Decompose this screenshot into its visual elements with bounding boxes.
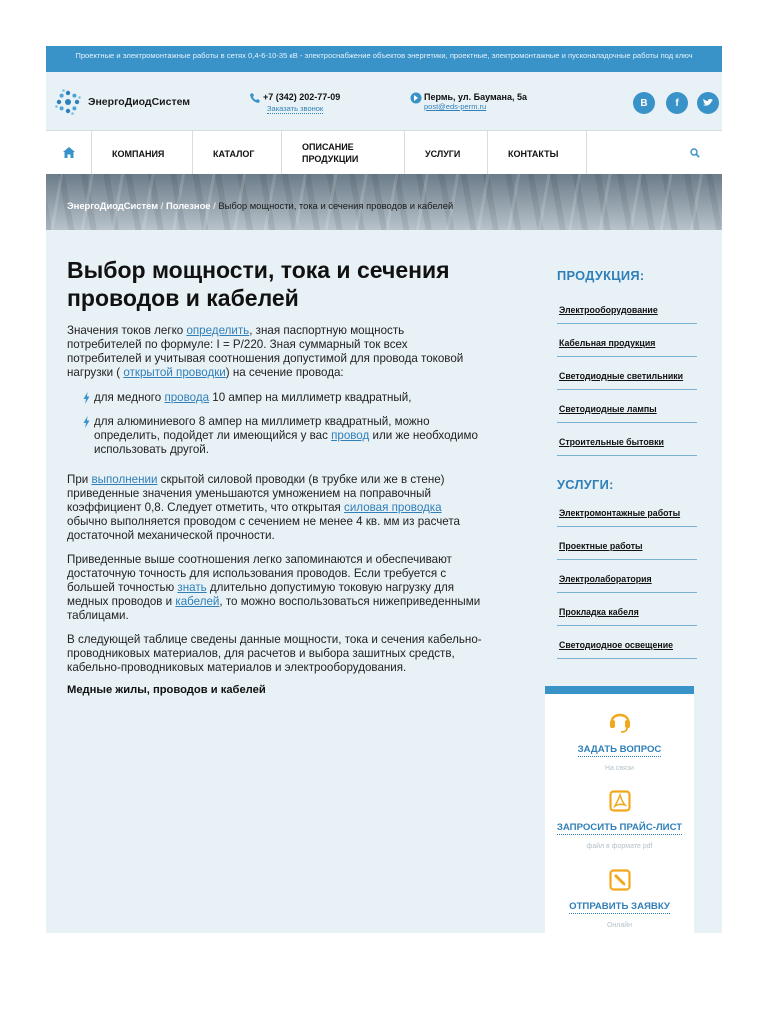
sidebar-item-electrical-equipment[interactable] bbox=[557, 291, 697, 324]
link-know[interactable]: знать bbox=[177, 581, 207, 594]
sidebar-item-label: Строительные бытовки bbox=[559, 437, 664, 447]
text: В следующей таблице сведены данные мощности, тока и сечения кабельно- bbox=[67, 633, 482, 646]
sidebar-products bbox=[557, 268, 697, 456]
sidebar-item-electrolab[interactable] bbox=[557, 560, 697, 593]
text: проводниковых материалов, для расчетов и выбора зашитных средств, bbox=[67, 647, 455, 660]
phone-icon bbox=[249, 92, 261, 104]
sidebar-services bbox=[557, 477, 697, 659]
text: потребителей по формуле: I = P/220. Зная суммарный ток всех bbox=[67, 338, 408, 351]
text: медных проводов и bbox=[67, 595, 176, 608]
logo-text: ЭнергоДиодСистем bbox=[88, 96, 191, 108]
link-power-wiring[interactable]: силовая проводка bbox=[344, 501, 442, 514]
nav-contacts-label: КОНТАКТЫ bbox=[508, 149, 559, 159]
text: ) на сечение провода: bbox=[225, 366, 344, 379]
breadcrumb-current: Выбор мощности, тока и сечения проводов и кабелей bbox=[218, 200, 454, 211]
nav-catalog[interactable] bbox=[193, 131, 282, 175]
breadcrumb-separator: / bbox=[158, 200, 166, 211]
link-wire[interactable]: провода bbox=[164, 391, 210, 404]
text: использовать другой. bbox=[94, 443, 209, 456]
send-request-cta[interactable] bbox=[545, 869, 694, 932]
breadcrumb-separator: / bbox=[210, 200, 219, 211]
nav-company-label: КОМПАНИЯ bbox=[112, 149, 165, 159]
search-box[interactable] bbox=[587, 131, 722, 175]
link-determine[interactable]: определить bbox=[186, 324, 250, 337]
text: скрытой силовой проводки (в трубке или же в стене) bbox=[157, 473, 445, 486]
top-banner-text: Проектные и электромонтажные работы в сетях 0,4-6-10-35 кВ - электроснабжение объектов энергетики, проектные, электромонтажные и пусконаладочные работы под ключ bbox=[75, 51, 693, 60]
nav-products-line2: ПРОДУКЦИИ bbox=[302, 154, 359, 164]
text: обычно выполняется проводом с сечением не менее 4 кв. мм из расчета bbox=[67, 515, 460, 528]
hero-banner bbox=[46, 174, 722, 230]
breadcrumb-section[interactable]: Полезное bbox=[165, 200, 211, 211]
twitter-button[interactable] bbox=[697, 92, 719, 114]
text: длительно допустимую токовую нагрузку для bbox=[206, 581, 455, 594]
lightning-icon bbox=[83, 416, 90, 428]
page-title-line1: Выбор мощности, тока и сечения bbox=[67, 257, 450, 283]
text: или же необходимо bbox=[369, 429, 478, 442]
edit-form-icon bbox=[609, 869, 631, 891]
text: , то можно воспользоваться нижеприведенными bbox=[219, 595, 481, 608]
nav-company[interactable] bbox=[92, 131, 193, 175]
lightning-icon bbox=[83, 392, 90, 404]
article bbox=[67, 256, 512, 696]
text: таблицами. bbox=[67, 609, 129, 622]
nav-home[interactable] bbox=[46, 131, 92, 175]
text: для алюминиевого 8 ампер на миллиметр квадратный, можно bbox=[94, 415, 430, 428]
sidebar-item-label: Проектные работы bbox=[559, 541, 643, 551]
sidebar-item-label: Светодиодные светильники bbox=[559, 371, 684, 381]
page-title bbox=[67, 256, 512, 312]
main-nav bbox=[46, 130, 722, 175]
sidebar-item-label: Электромонтажные работы bbox=[559, 508, 681, 518]
link-execution[interactable]: выполнении bbox=[91, 473, 158, 486]
sidebar-item-label: Кабельная продукция bbox=[559, 338, 656, 348]
sidebar-item-cable-laying[interactable] bbox=[557, 593, 697, 626]
paragraph-3 bbox=[67, 553, 512, 623]
link-wire-2[interactable]: провод bbox=[331, 429, 370, 442]
text: 10 ампер на миллиметр квадратный, bbox=[209, 391, 412, 404]
send-request-title[interactable]: ОТПРАВИТЬ ЗАЯВКУ bbox=[569, 901, 670, 912]
vk-button[interactable] bbox=[633, 92, 655, 114]
twitter-icon bbox=[702, 98, 714, 108]
address-text: Пермь, ул. Баумана, 5а bbox=[424, 92, 528, 102]
text: приведенные значения уменьшаются умножением на поправочный bbox=[67, 487, 431, 500]
breadcrumb-home[interactable]: ЭнергоДиодСистем bbox=[67, 200, 159, 211]
nav-products-description[interactable] bbox=[282, 131, 405, 175]
nav-products-label bbox=[302, 141, 358, 165]
send-request-sub: Онлайн bbox=[606, 922, 633, 929]
page-title-line2: проводов и кабелей bbox=[67, 285, 299, 311]
sidebar-item-design-works[interactable] bbox=[557, 527, 697, 560]
request-price-title[interactable]: ЗАПРОСИТЬ ПРАЙС-ЛИСТ bbox=[556, 822, 683, 833]
paragraph-1 bbox=[67, 324, 512, 380]
ask-question-title[interactable]: ЗАДАТЬ ВОПРОС bbox=[577, 744, 662, 755]
logo-icon bbox=[54, 88, 82, 116]
request-price-cta[interactable] bbox=[545, 790, 694, 853]
headset-icon bbox=[608, 708, 632, 734]
nav-catalog-label: КАТАЛОГ bbox=[213, 149, 255, 159]
facebook-icon: f bbox=[675, 97, 679, 109]
text: нагрузки ( bbox=[67, 366, 124, 379]
pdf-icon bbox=[609, 790, 631, 812]
text: Приведенные выше соотношения легко запоминаются и обеспечивают bbox=[67, 553, 452, 566]
facebook-button[interactable] bbox=[666, 92, 688, 114]
sidebar-item-cable-products[interactable] bbox=[557, 324, 697, 357]
paragraph-4 bbox=[67, 633, 512, 675]
text: коэффициент 0,8. Следует отметить, что открытая bbox=[67, 501, 345, 514]
sidebar-item-label: Прокладка кабеля bbox=[559, 607, 639, 617]
text: кабельно-проводниковых материалов и электрооборудования. bbox=[67, 661, 407, 674]
nav-services-label: УСЛУГИ bbox=[425, 149, 461, 159]
nav-products-line1: ОПИСАНИЕ bbox=[302, 142, 354, 152]
ask-question-cta[interactable] bbox=[545, 708, 694, 775]
sidebar-item-label: Светодиодные лампы bbox=[559, 404, 657, 414]
sidebar-item-led-lamps[interactable] bbox=[557, 390, 697, 423]
text: определить, подойдет ли имеющийся у вас bbox=[94, 429, 332, 442]
sidebar-item-label: Электрооборудование bbox=[559, 305, 658, 315]
text: достаточной механической прочности. bbox=[67, 529, 275, 542]
text: , зная паспортную мощность bbox=[249, 324, 405, 337]
text: потребителей и учитывая соотношения допустимой для провода токовой bbox=[67, 352, 464, 365]
text: большей точностью bbox=[67, 581, 178, 594]
nav-services[interactable] bbox=[405, 131, 488, 175]
link-open-wiring[interactable]: открытой проводки bbox=[123, 366, 226, 379]
page-container bbox=[46, 46, 722, 933]
sidebar-item-led-luminaires[interactable] bbox=[557, 357, 697, 390]
location-icon bbox=[410, 92, 422, 104]
header bbox=[46, 72, 722, 130]
list-item-copper bbox=[67, 391, 512, 405]
services-heading: УСЛУГИ: bbox=[557, 477, 614, 492]
search-icon[interactable] bbox=[690, 148, 700, 158]
top-banner bbox=[46, 46, 722, 72]
phone-number[interactable]: +7 (342) 202-77-09 bbox=[263, 92, 341, 102]
sidebar-item-label: Светодиодное освещение bbox=[559, 640, 673, 650]
home-icon bbox=[63, 147, 75, 158]
breadcrumb bbox=[67, 200, 453, 211]
nav-contacts[interactable] bbox=[488, 131, 587, 175]
text: достаточную точность для использования проводов. Если требуется с bbox=[67, 567, 447, 580]
text: Значения токов легко bbox=[67, 324, 187, 337]
sidebar-item-construction-cabins[interactable] bbox=[557, 423, 697, 456]
callback-link[interactable]: Заказать звонок bbox=[267, 104, 324, 113]
list-item-aluminum bbox=[67, 415, 512, 457]
ask-question-sub: На связи bbox=[605, 765, 634, 772]
vk-icon: В bbox=[640, 97, 648, 109]
text: При bbox=[67, 473, 92, 486]
section-subheading: Медные жилы, проводов и кабелей bbox=[67, 684, 266, 696]
products-heading: ПРОДУКЦИЯ: bbox=[557, 268, 645, 283]
text: для медного bbox=[94, 391, 165, 404]
sidebar-item-label: Электролаборатория bbox=[559, 574, 652, 584]
link-cables[interactable]: кабелей bbox=[175, 595, 220, 608]
email-link[interactable]: post@eds-perm.ru bbox=[424, 102, 487, 111]
cta-panel bbox=[545, 686, 694, 933]
sidebar-item-led-lighting[interactable] bbox=[557, 626, 697, 659]
paragraph-2 bbox=[67, 473, 512, 543]
sidebar-item-electrical-installation[interactable] bbox=[557, 494, 697, 527]
site-logo[interactable] bbox=[54, 88, 190, 116]
request-price-sub: файл в формате pdf bbox=[586, 843, 653, 850]
